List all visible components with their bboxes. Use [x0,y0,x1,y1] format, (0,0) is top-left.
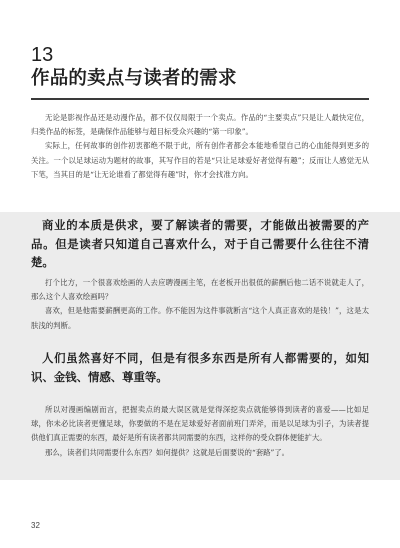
emphasis-block-2 [31,349,369,386]
chapter-heading [31,44,371,92]
paragraph-2: 实际上，任何故事的创作初衷都绝不限于此，所有创作者都会本能地希望自己的心血能得到更多的关注。一个以足球运动为题材的故事，其写作目的若是“只让足球爱好者觉得有趣”；反而让人感觉无从下笔，当其目的是“让无论谁看了都觉得有趣”时，你才会找准方向。 [31,141,369,179]
paragraph-5: 所以对漫画编剧而言，把握卖点的最大误区就是觉得深挖卖点就能够得到读者的喜爱——比如足球，你未必比读者更懂足球，你要做的不是在足球爱好者面前班门弄斧，而是以足球为引子，为读者提供他们真正需要的东西，最好是所有读者都共同需要的东西，这样你的受众群体便能扩大。 [31,405,369,443]
paragraph-1: 无论是影视作品还是动漫作品，都不仅仅局限于一个卖点。作品的“主要卖点”只是让人最快定位，归类作品的标签，是确保作品能够与超目标受众兴趣的“第一印象”。 [31,113,369,137]
page-number: 32 [31,521,40,530]
intro-section [31,111,369,182]
heading-divider [31,98,369,100]
paragraph-6: 那么，读者们共同需要什么东西？如何提供？这就是后面要说的“套路”了。 [45,447,290,457]
paragraph-4: 喜欢，但是他需要薪酬更高的工作。你不能因为这件事就断言“这个人真正喜欢的是钱！”，这是太肤浅的判断。 [31,306,369,330]
paragraph-3: 打个比方，一个很喜欢绘画的人去应聘漫画主笔，在老板开出很低的薪酬后他二话不说就走人了，那么这个人喜欢绘画吗？ [31,278,369,302]
example-section [31,276,369,333]
chapter-title: 作品的卖点与读者的需求 [31,68,237,89]
chapter-number: 13 [31,44,54,66]
emphasis-block-1 [31,216,369,272]
conclusion-section [31,403,369,460]
emphasis-paragraph-2: 人们虽然喜好不同，但是有很多东西是所有人都需要的，如知识、金钱、情感、尊重等。 [31,351,369,384]
emphasis-paragraph-1: 商业的本质是供求，要了解读者的需要，才能做出被需要的产品。但是读者只知道自己喜欢什么，对于自己需要什么往往不清楚。 [31,218,369,269]
